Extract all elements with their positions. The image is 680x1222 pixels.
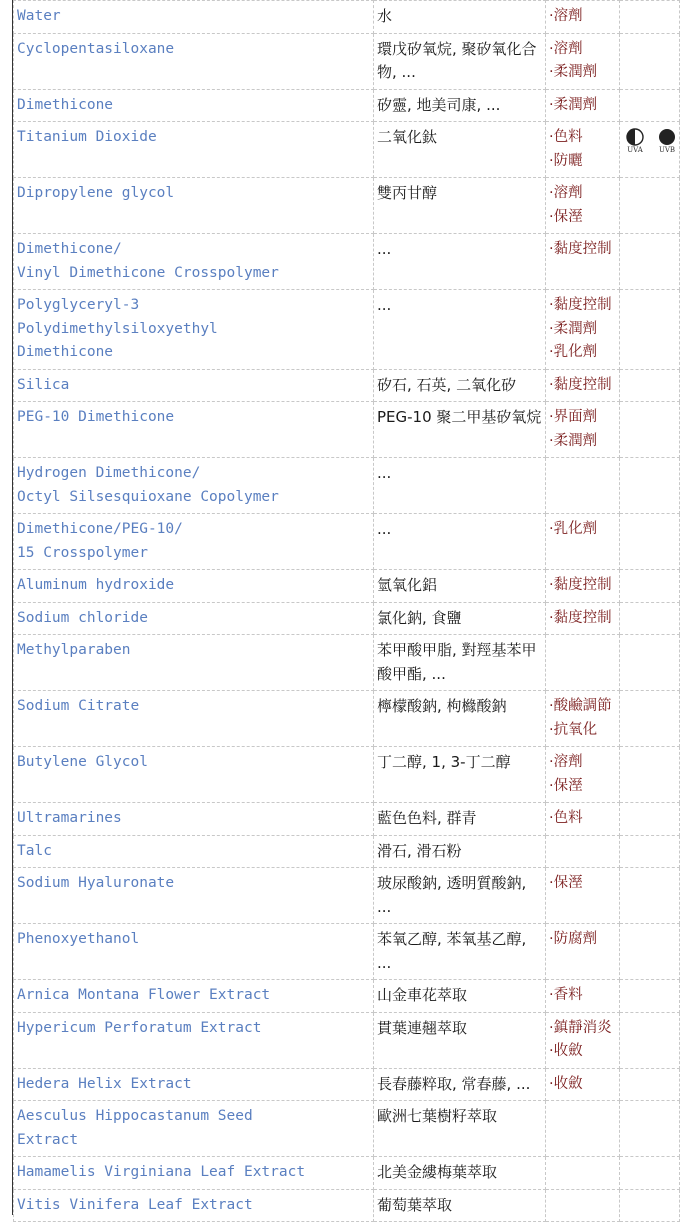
ingredient-row [14,89,680,122]
function-tag[interactable]: · 柔潤劑 [549,94,617,118]
function-cell [546,33,620,89]
ingredient-name-link[interactable]: Sodium Citrate [17,698,140,714]
function-tag[interactable]: · 防腐劑 [549,928,617,952]
ingredient-name-link[interactable]: Phenoxyethanol [17,931,140,947]
function-cell [546,458,620,514]
function-tag[interactable]: · 酸鹼調節 [549,695,617,719]
ingredient-row [14,290,680,370]
function-cell [546,1068,620,1101]
ingredient-name-link[interactable]: Dimethicone/PEG-10/ [17,521,183,537]
chinese-name-cell: 環戊矽氧烷, 聚矽氧化合物, ... [374,33,546,89]
function-cell [546,402,620,458]
chinese-name-cell: 貫葉連翹萃取 [374,1012,546,1068]
uv-label: UVB [658,146,676,154]
ingredient-row [14,1068,680,1101]
ingredient-name-link[interactable]: Vitis Vinifera Leaf Extract [17,1196,253,1213]
ingredient-name-link[interactable]: Talc [17,842,52,859]
uv-protection-cell [620,691,680,747]
function-tag[interactable]: · 乳化劑 [549,341,617,365]
ingredient-name-cell[interactable] [14,1189,374,1222]
uv-protection-cell [620,122,680,178]
ingredient-name-link[interactable]: Titanium Dioxide [17,129,157,145]
uv-protection-cell [620,234,680,290]
chinese-name-cell: 氫氧化鋁 [374,570,546,603]
ingredient-row [14,747,680,803]
uv-protection-cell [620,635,680,691]
ingredient-name-link[interactable]: Octyl Silsesquioxane Copolymer [17,488,279,505]
ingredient-name-cell[interactable] [14,369,374,402]
ingredient-name-link[interactable]: Dimethicone [17,96,114,113]
function-tag[interactable]: · 色料 [549,807,617,831]
ingredient-row [14,122,680,178]
ingredient-name-cell[interactable] [14,602,374,635]
chinese-name-cell: ... [374,290,546,370]
ingredient-name-link[interactable]: Aesculus Hippocastanum Seed [17,1108,253,1124]
function-cell [546,290,620,370]
ingredient-name-link[interactable]: Hypericum Perforatum Extract [17,1019,262,1036]
ingredient-name-cell[interactable] [14,33,374,89]
chinese-name-cell: 玻尿酸鈉, 透明質酸鈉, ... [374,868,546,924]
ingredient-name-cell[interactable] [14,514,374,570]
ingredient-name-cell[interactable] [14,747,374,803]
chinese-name-cell: 苯甲酸甲脂, 對羥基苯甲酸甲酯, ... [374,635,546,691]
ingredient-name-link[interactable]: Cyclopentasiloxane [17,40,175,57]
uv-protection-cell [620,980,680,1013]
function-tag[interactable]: · 收斂 [549,1073,617,1097]
chinese-name-cell: ... [374,234,546,290]
chinese-name-cell: 歐洲七葉樹籽萃取 [374,1101,546,1157]
ingredient-name-cell[interactable] [14,1,374,34]
ingredient-name-link[interactable]: Silica [17,376,70,393]
chinese-name-cell: ... [374,458,546,514]
uv-protection-cell [620,89,680,122]
function-tag[interactable]: · 保溼 [549,775,617,799]
function-cell [546,178,620,234]
uv-protection-cell [620,33,680,89]
ingredient-row [14,178,680,234]
chinese-name-cell: 葡萄葉萃取 [374,1189,546,1222]
ingredient-row [14,1012,680,1068]
ingredient-row [14,458,680,514]
function-cell [546,747,620,803]
uv-protection-cell [620,924,680,980]
ingredient-name-cell[interactable] [14,635,374,691]
function-cell [546,803,620,836]
uv-label: UVA [627,146,643,154]
ingredient-name-link[interactable]: Hydrogen Dimethicone/ [17,465,201,481]
ingredient-name-link[interactable]: Dimethicone/ [17,241,122,257]
ingredient-table-body [14,1,680,1222]
chinese-name-cell: 山金車花萃取 [374,980,546,1013]
function-tag[interactable]: · 溶劑 [549,182,617,206]
uv-protection-cell [620,868,680,924]
uv-protection-cell [620,1012,680,1068]
uv-badge [625,128,645,154]
ingredient-name-cell[interactable] [14,402,374,458]
uv-protection-cell [620,178,680,234]
uv-protection-cell [620,1189,680,1222]
chinese-name-cell: 矽靈, 地美司康, ... [374,89,546,122]
function-tag[interactable]: · 抗氧化 [549,719,617,743]
function-tag[interactable]: · 防曬 [549,150,617,174]
function-cell [546,691,620,747]
ingredient-name-link[interactable]: Sodium chloride [17,609,148,626]
uv-protection-cell [620,1101,680,1157]
ingredient-name-cell[interactable] [14,1157,374,1190]
ingredient-name-cell[interactable] [14,1101,374,1157]
chinese-name-cell: 檸檬酸鈉, 枸櫞酸鈉 [374,691,546,747]
ingredient-table [13,0,680,1222]
ingredient-name-cell[interactable] [14,290,374,370]
ingredient-row [14,369,680,402]
ingredient-name-cell[interactable] [14,803,374,836]
function-tag[interactable]: · 保溼 [549,872,617,896]
function-tag[interactable]: · 溶劑 [549,5,617,29]
ingredient-name-cell[interactable] [14,89,374,122]
chinese-name-cell: 矽石, 石英, 二氧化矽 [374,369,546,402]
function-tag[interactable]: · 色料 [549,126,617,150]
function-tag[interactable]: · 柔潤劑 [549,61,617,85]
function-tag[interactable]: · 保溼 [549,206,617,230]
uv-protection-cell [620,602,680,635]
function-tag[interactable]: · 溶劑 [549,751,617,775]
ingredient-name-cell[interactable] [14,1068,374,1101]
function-tag[interactable]: · 香料 [549,984,617,1008]
chinese-name-cell: 苯氧乙醇, 苯氧基乙醇, ... [374,924,546,980]
ingredient-name-cell[interactable] [14,570,374,603]
ingredient-row [14,570,680,603]
chinese-name-cell: ... [374,514,546,570]
function-tag[interactable]: · 溶劑 [549,38,617,62]
uv-protection-cell [620,1157,680,1190]
ingredient-row [14,1189,680,1222]
ingredient-name-link[interactable]: Extract [17,1131,79,1148]
ingredient-name-link[interactable]: Vinyl Dimethicone Crosspolymer [17,264,279,281]
ingredient-name-cell[interactable] [14,924,374,980]
ingredient-row [14,803,680,836]
function-cell [546,122,620,178]
ingredient-name-link[interactable]: Hedera Helix Extract [17,1075,192,1092]
ingredient-row [14,234,680,290]
function-tag[interactable]: · 黏度控制 [549,294,617,318]
ingredient-row [14,691,680,747]
ingredient-row [14,33,680,89]
function-cell [546,1101,620,1157]
function-tag[interactable]: · 乳化劑 [549,518,617,542]
function-tag[interactable]: · 收斂 [549,1040,617,1064]
ingredient-name-link[interactable]: Arnica Montana Flower Extract [17,987,271,1003]
function-cell [546,635,620,691]
ingredient-row [14,868,680,924]
ingredient-name-link[interactable]: Methylparaben [17,642,131,658]
ingredient-row [14,1101,680,1157]
ingredient-name-link[interactable]: Ultramarines [17,810,122,826]
ingredient-name-link[interactable]: Dimethicone [17,344,114,360]
function-tag[interactable]: · 黏度控制 [549,607,617,631]
ingredient-row [14,1,680,34]
function-cell [546,1189,620,1222]
ingredient-name-link[interactable]: Dipropylene glycol [17,185,175,201]
uv-protection-cell [620,402,680,458]
uv-protection-cell [620,1068,680,1101]
function-cell [546,1,620,34]
uv-protection-cell [620,369,680,402]
ingredient-name-cell[interactable] [14,835,374,868]
chinese-name-cell: 北美金縷梅葉萃取 [374,1157,546,1190]
chinese-name-cell: 滑石, 滑石粉 [374,835,546,868]
ingredient-name-link[interactable]: Aluminum hydroxide [17,577,175,593]
ingredient-name-cell[interactable] [14,458,374,514]
uv-protection-cell [620,290,680,370]
function-cell [546,1012,620,1068]
function-tag[interactable]: · 黏度控制 [549,238,617,262]
uv-protection-cell [620,835,680,868]
function-cell [546,514,620,570]
ingredient-name-cell[interactable] [14,234,374,290]
uv-protection-cell [620,514,680,570]
half-circle-icon [626,128,644,146]
ingredient-name-cell[interactable] [14,691,374,747]
ingredient-name-cell[interactable] [14,868,374,924]
ingredient-name-link[interactable]: PEG-10 Dimethicone [17,409,175,425]
chinese-name-cell: 丁二醇, 1, 3-丁二醇 [374,747,546,803]
function-tag[interactable]: · 鎮靜消炎 [549,1017,617,1041]
function-tag[interactable]: · 黏度控制 [549,574,617,598]
ingredient-row [14,835,680,868]
ingredient-name-cell[interactable] [14,1012,374,1068]
function-cell [546,234,620,290]
function-tag[interactable]: · 界面劑 [549,406,617,430]
function-cell [546,570,620,603]
ingredient-row [14,980,680,1013]
uv-protection-cell [620,747,680,803]
ingredient-row [14,514,680,570]
ingredient-name-link[interactable]: Sodium Hyaluronate [17,875,175,891]
ingredient-name-link[interactable]: Butylene Glycol [17,754,148,770]
chinese-name-cell: 氯化鈉, 食鹽 [374,602,546,635]
ingredient-row [14,602,680,635]
ingredient-row [14,924,680,980]
ingredient-row [14,1157,680,1190]
function-tag[interactable]: · 柔潤劑 [549,318,617,342]
ingredient-name-link[interactable]: Polydimethylsiloxyethyl [17,320,218,337]
chinese-name-cell: PEG-10 聚二甲基矽氧烷 [374,402,546,458]
function-tag[interactable]: · 黏度控制 [549,374,617,398]
ingredient-name-link[interactable]: Water [17,8,61,24]
uv-protection-cell [620,803,680,836]
chinese-name-cell: 水 [374,1,546,34]
function-cell [546,602,620,635]
function-cell [546,924,620,980]
uv-protection-cell [620,1,680,34]
function-cell [546,835,620,868]
chinese-name-cell: 雙丙甘醇 [374,178,546,234]
ingredient-name-cell[interactable] [14,122,374,178]
uv-protection-cell [620,570,680,603]
function-tag[interactable]: · 柔潤劑 [549,430,617,454]
chinese-name-cell: 二氧化鈦 [374,122,546,178]
function-cell [546,1157,620,1190]
chinese-name-cell: 藍色色料, 群青 [374,803,546,836]
ingredient-row [14,635,680,691]
function-cell [546,369,620,402]
ingredient-name-cell[interactable] [14,178,374,234]
function-cell [546,980,620,1013]
function-cell [546,868,620,924]
chinese-name-cell: 長春藤粹取, 常春藤, ... [374,1068,546,1101]
uv-badge [657,128,677,154]
ingredient-row [14,402,680,458]
full-circle-icon [658,128,676,146]
function-cell [546,89,620,122]
uv-protection-cell [620,458,680,514]
ingredient-name-link[interactable]: Hamamelis Virginiana Leaf Extract [17,1164,306,1180]
ingredient-name-link[interactable]: Polyglyceryl-3 [17,297,140,313]
ingredient-name-link[interactable]: 15 Crosspolymer [17,544,148,561]
ingredient-name-cell[interactable] [14,980,374,1013]
